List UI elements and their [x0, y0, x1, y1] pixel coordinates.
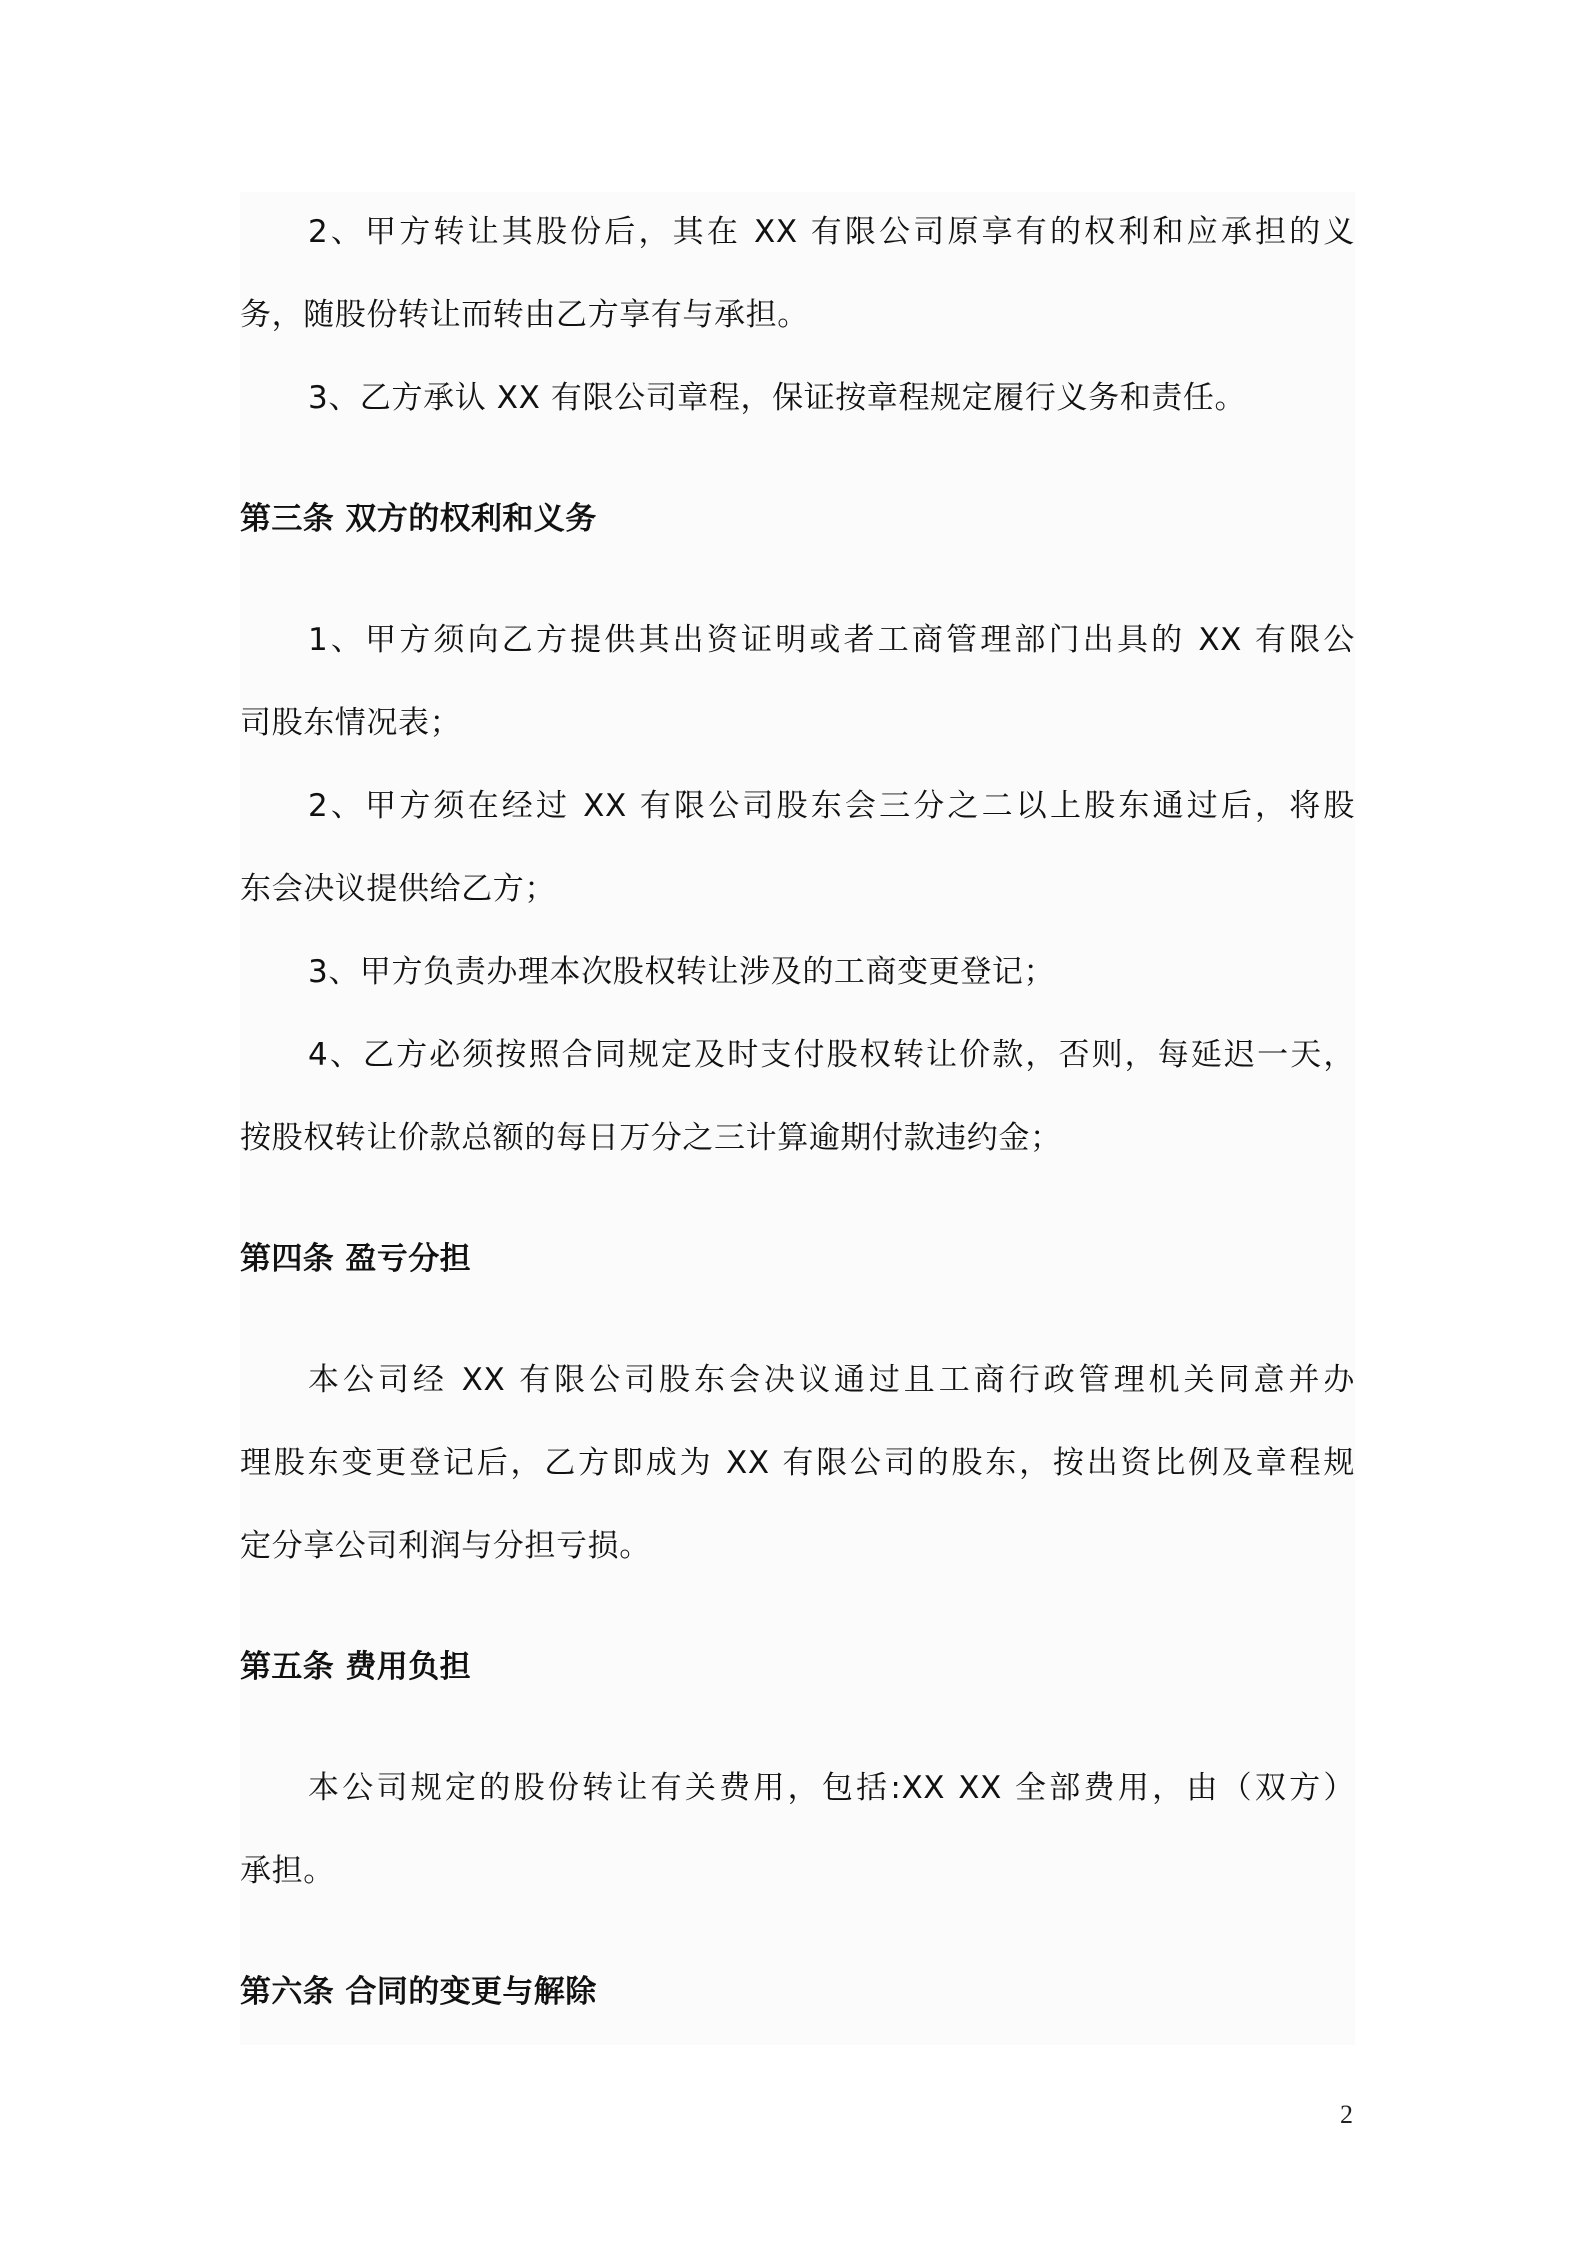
article3-item4-line1: 4、乙方必须按照合同规定及时支付股权转让价款，否则，每延迟一天， — [308, 1037, 1355, 1073]
article3-item3: 3、甲方负责办理本次股权转让涉及的工商变更登记； — [308, 954, 1056, 990]
article3-item4-line2: 按股权转让价款总额的每日万分之三计算逾期付款违约金； — [240, 1120, 1062, 1156]
article6-heading: 第六条 合同的变更与解除 — [240, 1974, 597, 2010]
article3-item1-line2: 司股东情况表； — [240, 705, 462, 741]
article4-heading: 第四条 盈亏分担 — [240, 1241, 471, 1277]
article5-para-line1: 本公司规定的股份转让有关费用，包括:XX XX 全部费用，由（双方） — [308, 1770, 1355, 1806]
article2-item2-line1: 2、甲方转让其股份后，其在 XX 有限公司原享有的权利和应承担的义 — [308, 214, 1355, 250]
article2-item2-line2: 务，随股份转让而转由乙方享有与承担。 — [240, 297, 809, 333]
article4-para-line3: 定分享公司利润与分担亏损。 — [240, 1528, 651, 1564]
article5-heading: 第五条 费用负担 — [240, 1649, 471, 1685]
article3-item1-line1: 1、甲方须向乙方提供其出资证明或者工商管理部门出具的 XX 有限公 — [308, 622, 1355, 658]
article3-heading: 第三条 双方的权利和义务 — [240, 501, 597, 537]
article3-item2-line1: 2、甲方须在经过 XX 有限公司股东会三分之二以上股东通过后，将股 — [308, 788, 1355, 824]
article4-para-line2: 理股东变更登记后，乙方即成为 XX 有限公司的股东，按出资比例及章程规 — [240, 1445, 1355, 1481]
document-body — [240, 192, 1355, 2045]
article2-item3: 3、乙方承认 XX 有限公司章程，保证按章程规定履行义务和责任。 — [308, 380, 1247, 416]
page-number: 2 — [1340, 2100, 1353, 2129]
article5-para-line2: 承担。 — [240, 1853, 335, 1889]
article4-para-line1: 本公司经 XX 有限公司股东会决议通过且工商行政管理机关同意并办 — [308, 1362, 1355, 1398]
article3-item2-line2: 东会决议提供给乙方； — [240, 871, 556, 907]
